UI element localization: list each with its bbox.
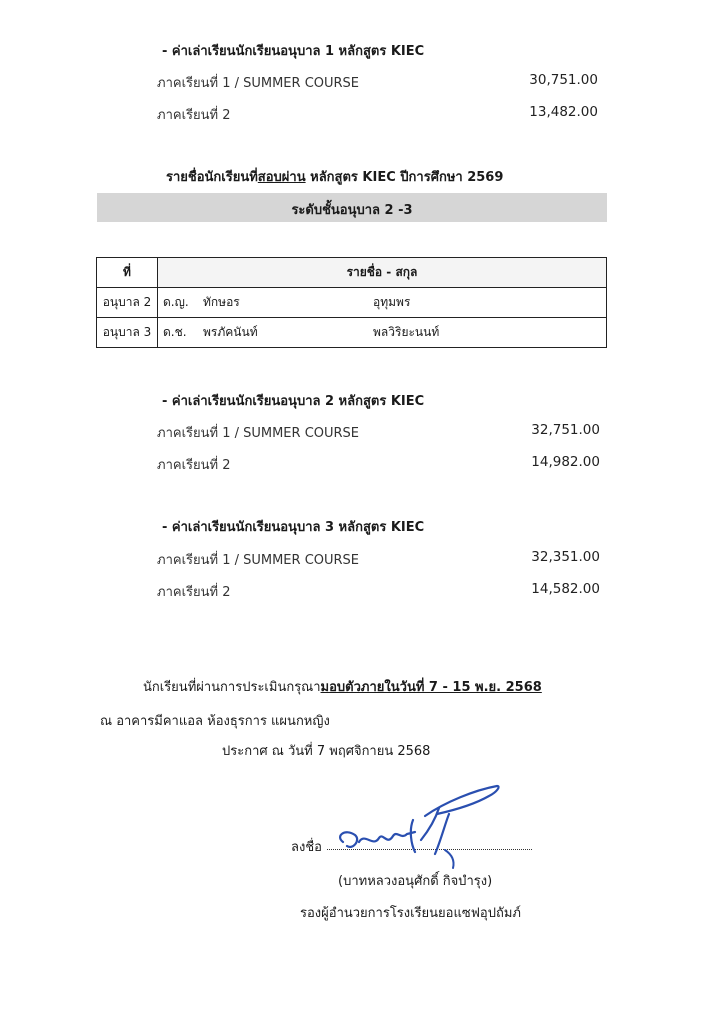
signature-stroke-flourish [425,786,499,816]
handwritten-signature [325,780,505,875]
signature-stroke-main [340,808,449,854]
fees-k3-term1-amount: 32,351.00 [531,549,600,565]
fees-k1-term2-label: ภาคเรียนที่ 2 [157,108,231,123]
grade-band-label: ระดับชั้นอนุบาล 2 -3 [291,203,413,218]
passed-list-title [166,166,503,187]
row-first-name: พรภัคนันท์ [198,318,368,348]
signatory-position: รองผู้อำนวยการโรงเรียนยอแซฟอุปถัมภ์ [300,906,521,921]
fees-k3-term2-label: ภาคเรียนที่ 2 [157,585,231,600]
signature-stroke-tail [445,850,454,868]
row-level: อนุบาล 3 [97,318,158,348]
fees-k3-heading: - ค่าเล่าเรียนนักเรียนอนุบาล 3 หลักสูตร KIEC [162,520,425,535]
row-level: อนุบาล 2 [97,288,158,318]
notice-line1-emphasis: มอบตัวภายในวันที่ 7 - 15 พ.ย. 2568 [320,680,542,695]
table-row [97,288,607,318]
notice-line3: ประกาศ ณ วันที่ 7 พฤศจิกายน 2568 [222,744,431,759]
passed-title-prefix: รายชื่อนักเรียนที่ [166,170,258,185]
table-header-row [97,258,607,288]
signature-label: ลงชื่อ [291,840,322,855]
fees-k2-heading: - ค่าเล่าเรียนนักเรียนอนุบาล 2 หลักสูตร KIEC [162,394,425,409]
row-prefix: ด.ญ. [158,288,199,318]
fees-k1-term1-label: ภาคเรียนที่ 1 / SUMMER COURSE [157,76,360,91]
fees-k3-term1-label: ภาคเรียนที่ 1 / SUMMER COURSE [157,553,360,568]
passed-title-underlined: สอบผ่าน [257,170,306,185]
table-row [97,318,607,348]
passed-title-suffix: หลักสูตร KIEC ปีการศึกษา 2569 [305,170,504,185]
fees-k1-term2-amount: 13,482.00 [529,104,598,120]
fees-k2-term2-amount: 14,982.00 [531,454,600,470]
fees-k3-term2-amount: 14,582.00 [531,581,600,597]
signatory-name: (บาทหลวงอนุศักดิ์ กิจบำรุง) [338,874,493,889]
col-level-header: ที่ [97,258,158,288]
row-prefix: ด.ช. [158,318,199,348]
notice-line1-prefix: นักเรียนที่ผ่านการประเมินกรุณา [143,680,321,695]
passed-students-table [96,257,607,348]
notice-line2: ณ อาคารมีคาแอล ห้องธุรการ แผนกหญิง [100,714,330,729]
fees-k2-term1-label: ภาคเรียนที่ 1 / SUMMER COURSE [157,426,360,441]
fees-k2-term1-amount: 32,751.00 [531,422,600,438]
notice-line1 [143,676,542,697]
row-last-name: พลวิริยะนนท์ [368,318,607,348]
row-first-name: ทักษอร [198,288,368,318]
col-name-header: รายชื่อ - สกุล [158,258,607,288]
fees-k1-term1-amount: 30,751.00 [529,72,598,88]
grade-band [97,193,607,222]
fees-k2-term2-label: ภาคเรียนที่ 2 [157,458,231,473]
fees-k1-heading: - ค่าเล่าเรียนนักเรียนอนุบาล 1 หลักสูตร KIEC [162,44,425,59]
row-last-name: อุทุมพร [368,288,607,318]
